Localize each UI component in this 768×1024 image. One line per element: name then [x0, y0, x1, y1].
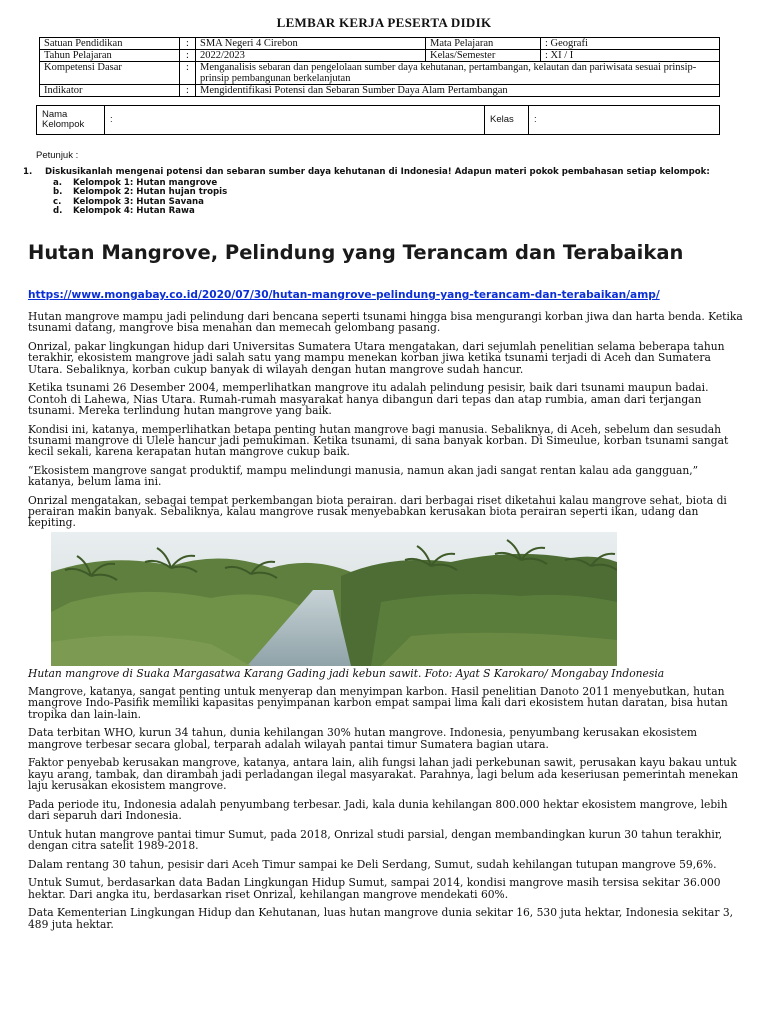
list-text: Kelompok 2: Hutan hujan tropis [73, 187, 228, 198]
nama-kelompok-label: Nama Kelompok [37, 106, 105, 135]
cell-right-label: Mata Pelajaran [426, 38, 541, 50]
instruction-text: Diskusikanlah mengenai potensi dan sebaran sumber daya kehutanan di Indonesia! Adapun materi pokok pembahasan setiap kelompok: [45, 167, 710, 177]
kelas-label: Kelas [485, 106, 529, 135]
instructions-label: Petunjuk : [36, 150, 79, 161]
article-paragraph: Untuk hutan mangrove pantai timur Sumut, pada 2018, Onrizal studi parsial, dengan membandingkan kurun 30 tahun terakhir, dengan citra satelit 1989-2018. [28, 827, 723, 852]
group-table [36, 105, 720, 135]
cell-value: Menganalisis sebaran dan pengelolaan sumber daya kehutanan, pertambangan, kelautan dan pariwisata sesuai prinsip-prinsip pembangunan berkelanjutan [196, 62, 720, 85]
article-paragraph: Data terbitan WHO, kurun 34 tahun, dunia kehilangan 30% hutan mangrove. Indonesia, penyumbang kerusakan ekosistem mangrove terbesar secara global, terparah adalah wilayah pantai timur Sumatera bagian utara. [28, 726, 698, 751]
cell-value: SMA Negeri 4 Cirebon [196, 38, 426, 50]
article-paragraph: Onrizal, pakar lingkungan hidup dari Universitas Sumatera Utara mengatakan, dari sejumlah penelitian selama beberapa tahun terakhir, ekosistem mangrove jadi salah satu yang mampu menekan korban jiwa ketika tsunami terjadi di Aceh dan Sumatera Utara. Sebaliknya, korban cukup banyak di wilayah dengan hutan mangrove sudah hancur. [28, 339, 725, 376]
cell-label: Satuan Pendidikan [40, 38, 180, 50]
list-text: Kelompok 3: Hutan Savana [73, 196, 204, 207]
cell-colon: : [180, 85, 196, 97]
photo-caption: Hutan mangrove di Suaka Margasatwa Karang Gading jadi kebun sawit. Foto: Ayat S Karokaro/ Mongabay Indonesia [28, 666, 665, 680]
cell-colon: : [180, 50, 196, 62]
photo-illustration [51, 532, 617, 666]
article-source-link[interactable]: https://www.mongabay.co.id/2020/07/30/hutan-mangrove-pelindung-yang-terancam-dan-terabaikan/amp/ [28, 289, 660, 301]
article-paragraph: Ketika tsunami 26 Desember 2004, memperlihatkan mangrove itu adalah pelindung pesisir, baik dari tsunami maupun badai. Contoh di Lahewa, Nias Utara. Rumah-rumah masyarakat hanya dibangun dari tepas dan atap rumbia, aman dari terjangan tsunami. Mereka terlindung hutan mangrove yang baik. [28, 381, 709, 417]
article-paragraph: Kondisi ini, katanya, memperlihatkan betapa penting hutan mangrove bagi manusia. Sebaliknya, di Aceh, sebelum dan sesudah tsunami mangrove di Ulele hancur jadi pemukiman. Ketika tsunami, di sana banyak korban. Di Simeulue, korban tsunami sangat kecil sekali, karena kerapatan hutan mangrove cukup baik. [28, 422, 729, 459]
document-title: LEMBAR KERJA PESERTA DIDIK [276, 15, 492, 30]
cell-right-label: Kelas/Semester [426, 50, 541, 62]
article-paragraph: Dalam rentang 30 tahun, pesisir dari Aceh Timur sampai ke Deli Serdang, Sumut, sudah kehilangan tutupan mangrove 59,6%. [28, 857, 717, 871]
mangrove-photo [51, 532, 617, 666]
kelas-field[interactable]: : [529, 106, 720, 135]
article-paragraph: Faktor penyebab kerusakan mangrove, katanya, antara lain, alih fungsi lahan jadi perkebunan sawit, perusakan kayu bakau untuk kayu arang, tambak, dan dirambah jadi perladangan ilegal masyarakat. Parahnya, lagi belum ada keseriusan pemerintah menekan laju kerusakan ekosistem mangrove. [28, 756, 739, 792]
nama-kelompok-field[interactable]: : [105, 106, 485, 135]
list-text: Kelompok 1: Hutan mangrove [73, 177, 218, 188]
article-headline: Hutan Mangrove, Pelindung yang Terancam dan Terabaikan [28, 241, 684, 264]
cell-value: Mengidentifikasi Potensi dan Sebaran Sumber Daya Alam Pertambangan [196, 85, 720, 97]
cell-label: Indikator [40, 85, 180, 97]
cell-value: 2022/2023 [196, 50, 426, 62]
cell-label: Kompetensi Dasar [40, 62, 180, 85]
article-paragraph: Untuk Sumut, berdasarkan data Badan Lingkungan Hidup Sumut, sampai 2014, kondisi mangrove masih tersisa sekitar 36.000 hektar. Dari angka itu, berdasarkan riset Onrizal, kehilangan mangrove mendekati 60%. [28, 876, 721, 901]
table-row [40, 38, 720, 50]
cell-colon: : [180, 62, 196, 85]
list-letter: c. [53, 196, 62, 207]
article-paragraph: Pada periode itu, Indonesia adalah penyumbang terbesar. Jadi, kala dunia kehilangan 800.000 hektar ekosistem mangrove, lebih dari separuh dari Indonesia. [28, 797, 728, 822]
table-row [40, 50, 720, 62]
list-letter: d. [53, 206, 63, 217]
cell-colon: : [180, 38, 196, 50]
cell-right-value: : Geografi [541, 38, 720, 50]
table-row [40, 62, 720, 85]
article-paragraph: Mangrove, katanya, sangat penting untuk menyerap dan menyimpan karbon. Hasil penelitian Danoto 2011 menyebutkan, hutan mangrove Indo-Pasifik memiliki kapasitas penyimpanan karbon empat sampai lima kali dari ekosistem hutan daratan, bisa hutan tropika dan lain-lain. [28, 685, 728, 721]
cell-right-value: : XI / I [541, 50, 720, 62]
article-paragraph: Onrizal mengatakan, sebagai tempat perkembangan biota perairan. dari berbagai riset diketahui kalau mangrove sehat, biota di perairan makin banyak. Sebaliknya, kalau mangrove rusak menyebabkan kerusakan biota perairan seperti ikan, udang dan kepiting. [28, 493, 727, 530]
article-body [28, 311, 746, 937]
list-letter: b. [53, 187, 63, 198]
group-topic-list [53, 179, 743, 217]
table-row [40, 85, 720, 97]
table-row [37, 106, 720, 135]
article-paragraph: “Ekosistem mangrove sangat produktif, mampu melindungi manusia, namun akan jadi sangat rentan kalau ada gangguan,” katanya, belum lama ini. [28, 463, 699, 489]
list-text: Kelompok 4: Hutan Rawa [73, 206, 195, 217]
article-paragraph: Data Kementerian Lingkungan Hidup dan Kehutanan, luas hutan mangrove dunia sekitar 16, 530 juta hektar, Indonesia sekitar 3, 489 juta hektar. [28, 906, 734, 931]
instruction-block [23, 168, 743, 217]
list-letter: a. [53, 177, 63, 188]
instruction-number: 1. [23, 167, 33, 177]
cell-label: Tahun Pelajaran [40, 50, 180, 62]
identity-table [39, 37, 720, 97]
article-paragraph: Hutan mangrove mampu jadi pelindung dari bencana seperti tsunami hingga bisa mengurangi korban jiwa dan harta benda. Ketika tsunami datang, mangrove bisa menahan dan memecah gelombang pasang. [28, 310, 743, 335]
list-item [53, 207, 743, 217]
